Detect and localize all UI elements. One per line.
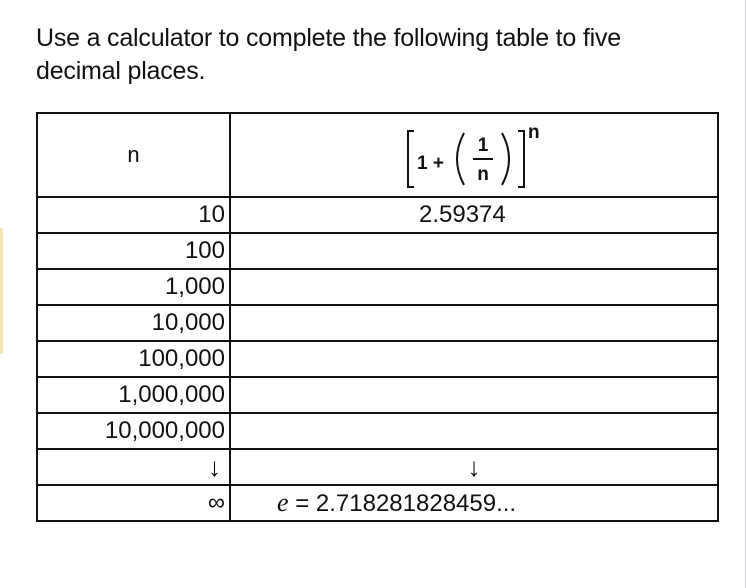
fraction-numerator: 1 bbox=[477, 135, 489, 156]
table-row bbox=[37, 269, 718, 305]
n-cell: 1,000,000 bbox=[37, 377, 230, 413]
infinity-cell: ∞ bbox=[37, 485, 230, 521]
n-cell: 10,000 bbox=[37, 305, 230, 341]
instructions-line-2: decimal places. bbox=[36, 57, 206, 85]
values-table bbox=[36, 112, 719, 522]
down-arrow-icon: ↓ bbox=[230, 449, 718, 485]
value-cell bbox=[230, 413, 718, 449]
left-highlight-mark bbox=[0, 228, 3, 354]
n-cell: 100 bbox=[37, 233, 230, 269]
n-cell: 10 bbox=[37, 197, 230, 233]
table-row bbox=[37, 377, 718, 413]
header-formula bbox=[230, 113, 718, 197]
instructions bbox=[36, 22, 716, 88]
arrow-row bbox=[37, 449, 718, 485]
formula-expression bbox=[399, 117, 549, 193]
n-cell: 1,000 bbox=[37, 269, 230, 305]
fraction-denominator: n bbox=[477, 164, 489, 185]
left-bracket bbox=[408, 131, 414, 187]
table-row bbox=[37, 197, 718, 233]
left-paren bbox=[457, 133, 464, 185]
value-cell bbox=[230, 269, 718, 305]
value-cell bbox=[230, 341, 718, 377]
e-value-text: = 2.718281828459... bbox=[288, 490, 517, 517]
value-cell bbox=[230, 233, 718, 269]
exponent-n: n bbox=[528, 122, 540, 143]
n-cell: 10,000,000 bbox=[37, 413, 230, 449]
value-cell: 2.59374 bbox=[230, 197, 718, 233]
limit-row bbox=[37, 485, 718, 521]
value-cell bbox=[230, 377, 718, 413]
instructions-line-1: Use a calculator to complete the following table to five bbox=[36, 24, 621, 52]
table-row bbox=[37, 233, 718, 269]
right-paren bbox=[502, 133, 509, 185]
e-symbol: e bbox=[277, 488, 289, 517]
table-row bbox=[37, 341, 718, 377]
right-bracket bbox=[518, 131, 524, 187]
e-value-cell bbox=[230, 485, 718, 521]
header-row bbox=[37, 113, 718, 197]
value-cell bbox=[230, 305, 718, 341]
table-row bbox=[37, 413, 718, 449]
down-arrow-icon: ↓ bbox=[37, 449, 230, 485]
header-n: n bbox=[37, 113, 230, 197]
table-row bbox=[37, 305, 718, 341]
one-plus-text: 1 + bbox=[417, 153, 444, 174]
n-cell: 100,000 bbox=[37, 341, 230, 377]
